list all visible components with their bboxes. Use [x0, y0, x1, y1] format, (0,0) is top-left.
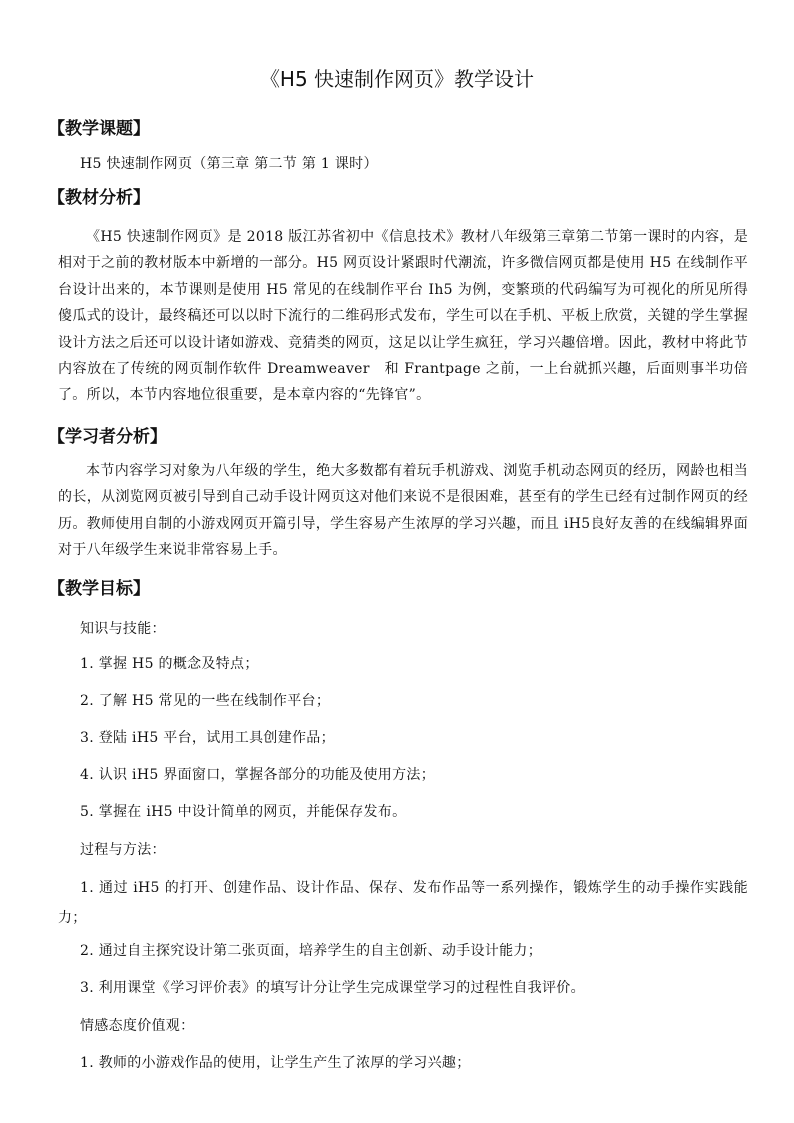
heading-material: 【教材分析】	[48, 188, 150, 208]
knowledge-item: 2. 了解 H5 常见的一些在线制作平台；	[80, 693, 331, 709]
knowledge-label: 知识与技能：	[80, 621, 166, 637]
emotion-item: 1. 教师的小游戏作品的使用，让学生产生了浓厚的学习兴趣；	[80, 1055, 471, 1071]
process-label: 过程与方法：	[80, 842, 166, 858]
learner-paragraph: 本节内容学习对象为八年级的学生，绝大多数都有着玩手机游戏、浏览手机动态网页的经历，网龄也相当的长，从浏览网页被引导到自己动手设计网页这对他们来说不是很困难，甚至有的学生已经有过制作网页的经历。教师使用自制的小游戏网页开篇引导，学生容易产生浓厚的学习兴趣，而且 iH5良好友善的在线编辑界面对于八年级学生来说非常容易上手。	[58, 463, 748, 559]
knowledge-item: 1. 掌握 H5 的概念及特点；	[80, 656, 259, 672]
knowledge-item: 5. 掌握在 iH5 中设计简单的网页，并能保存发布。	[80, 804, 407, 820]
emotion-label: 情感态度价值观：	[80, 1018, 195, 1034]
document-title: 《H5 快速制作网页》教学设计	[259, 67, 535, 91]
process-item: 3. 利用课堂《学习评价表》的填写计分让学生完成课堂学习的过程性自我评价。	[80, 980, 585, 996]
material-paragraph: 《H5 快速制作网页》是 2018 版江苏省初中《信息技术》教材八年级第三章第二节第一课时的内容，是相对于之前的教材版本中新增的一部分。H5 网页设计紧跟时代潮流，许多微信网页都是使用 H5 在线制作平台设计出来的，本节课则是使用 H5 常见的在线制作平台 Ih5 为例，变繁琐的代码编写为可视化的所见所得傻瓜式的设计，最终稿还可以以时下流行的二维码形式发布，学生可以在手机、平板上欣赏，关键的学生掌握设计方法之后还可以设计诸如游戏、竞猜类的网页，这足以让学生疯狂，学习兴趣倍增。因此，教材中将此节内容放在了传统的网页制作软件 Dreamweaver 和 Frantpage 之前，一上台就抓兴趣，后面则事半功倍了。所以，本节内容地位很重要，是本章内容的“先锋官”。	[58, 229, 748, 404]
heading-topic: 【教学课题】	[48, 119, 150, 139]
process-item: 1. 通过 iH5 的打开、创建作品、设计作品、保存、发布作品等一系列操作，锻炼学生的动手操作实践能力；	[58, 880, 748, 926]
topic-text: H5 快速制作网页（第三章 第二节 第 1 课时）	[80, 156, 378, 172]
process-item: 2. 通过自主探究设计第二张页面，培养学生的自主创新、动手设计能力；	[80, 943, 543, 959]
heading-learner: 【学习者分析】	[48, 427, 167, 447]
knowledge-item: 4. 认识 iH5 界面窗口，掌握各部分的功能及使用方法；	[80, 767, 436, 783]
heading-goals: 【教学目标】	[48, 579, 150, 599]
knowledge-item: 3. 登陆 iH5 平台，试用工具创建作品；	[80, 730, 335, 746]
